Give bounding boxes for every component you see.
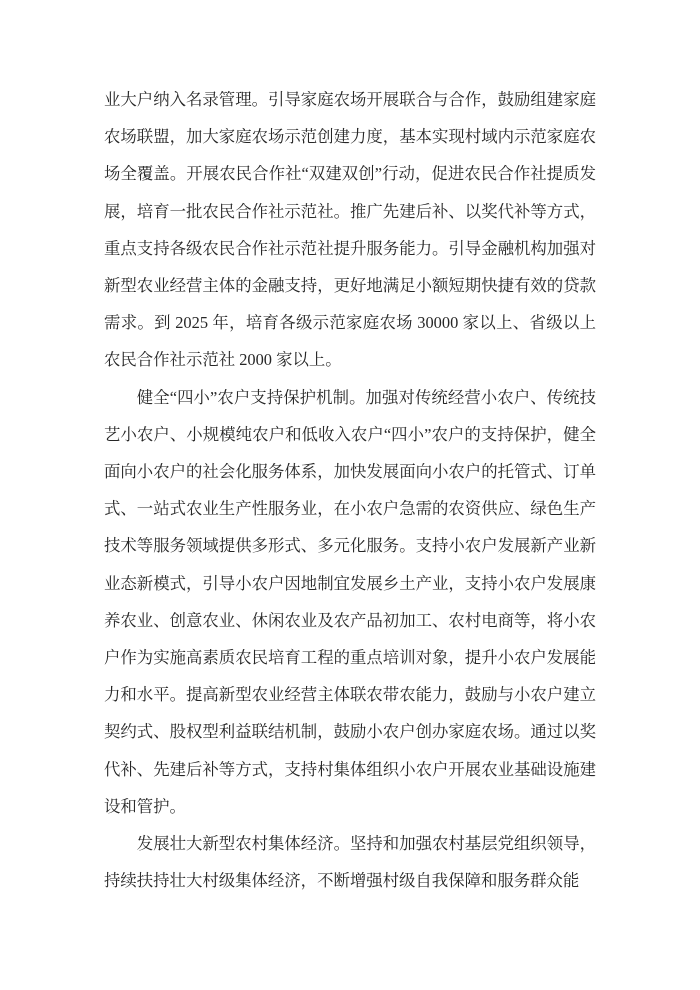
paragraph-rural-collective-economy: 发展壮大新型农村集体经济。坚持和加强农村基层党组织领导，持续扶持壮大村级集体经济，不断增强村级自我保障和服务群众能: [104, 834, 596, 891]
document-text-block: [104, 81, 596, 899]
paragraph-four-small-households: 健全“四小”农户支持保护机制。加强对传统经营小农户、传统技艺小农户、小规模纯农户和低收入农户“四小”农户的支持保护，健全面向小农户的社会化服务体系，加快发展面向小农户的托管式、订单式、一站式农业生产性服务业，在小农户急需的农资供应、绿色生产技术等服务领域提供多形式、多元化服务。支持小农户发展新产业新业态新模式，引导小农户因地制宜发展乡土产业，支持小农户发展康养农业、创意农业、休闲农业及农产品初加工、农村电商等，将小农户作为实施高素质农民培育工程的重点培训对象，提升小农户发展能力和水平。提高新型农业经营主体联农带农能力，鼓励与小农户建立契约式、股权型利益联结机制，鼓励小农户创办家庭农场。通过以奖代补、先建后补等方式，支持村集体组织小农户开展农业基础设施建设和管护。: [104, 387, 596, 816]
paragraph-continuation: 业大户纳入名录管理。引导家庭农场开展联合与合作，鼓励组建家庭农场联盟，加大家庭农场示范创建力度，基本实现村域内示范家庭农场全覆盖。开展农民合作社“双建双创”行动，促进农民合作社提质发展，培育一批农民合作社示范社。推广先建后补、以奖代补等方式，重点支持各级农民合作社示范社提升服务能力。引导金融机构加强对新型农业经营主体的金融支持，更好地满足小额短期快捷有效的贷款需求。到 2025 年，培育各级示范家庭农场 30000 家以上、省级以上农民合作社示范社 2000 家以上。: [104, 90, 596, 370]
